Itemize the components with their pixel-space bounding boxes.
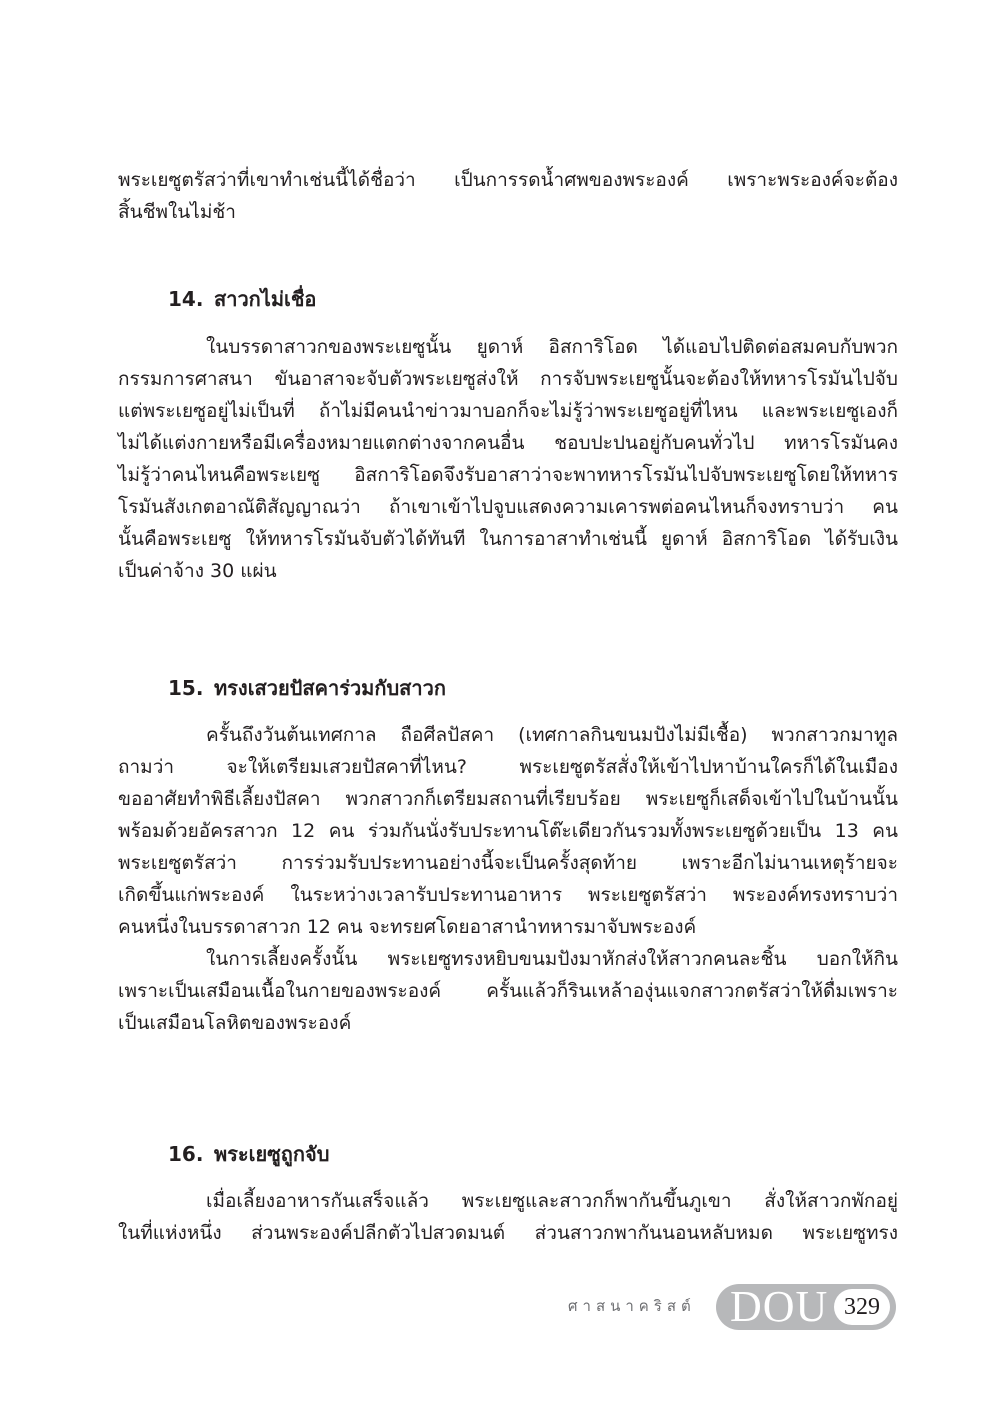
text-line: ครั้นถึงวันต้นเทศกาล ถือศีลปัสคา (เทศกาลกินขนมปังไม่มีเชื้อ) พวกสาวกมาทูล <box>206 724 898 746</box>
text-line: เป็นค่าจ้าง 30 แผ่น <box>118 560 277 582</box>
text-line: ในบรรดาสาวกของพระเยซูนั้น ยูดาห์ อิสการิโอด ได้แอบไปติดต่อสมคบกับพวก <box>206 336 898 358</box>
text-line: ในการเลี้ยงครั้งนั้น พระเยซูทรงหยิบขนมปังมาหักส่งให้สาวกคนละชิ้น บอกให้กิน <box>206 948 898 970</box>
dou-badge <box>716 1284 896 1330</box>
section-number: 15. <box>168 676 204 700</box>
intro-paragraph <box>118 164 898 228</box>
text-line: ขออาศัยทำพิธีเลี้ยงปัสคา พวกสาวกก็เตรียมสถานที่เรียบร้อย พระเยซูก็เสด็จเข้าไปในบ้านนั้น <box>118 788 898 810</box>
section-heading-14 <box>168 283 316 315</box>
section-title: พระเยซูถูกจับ <box>214 1142 330 1166</box>
text-line: ไม่ได้แต่งกายหรือมีเครื่องหมายแตกต่างจากคนอื่น ชอบปะปนอยู่กับคนทั่วไป ทหารโรมันคง <box>118 432 898 454</box>
text-line: นั้นคือพระเยซู ให้ทหารโรมันจับตัวได้ทันที ในการอาสาทำเช่นนี้ ยูดาห์ อิสการิโอด ได้รับเงิน <box>118 528 898 550</box>
page-footer <box>568 1284 900 1330</box>
section-14-body <box>118 331 898 587</box>
section-heading-16 <box>168 1138 329 1170</box>
text-line: สิ้นชีพในไม่ช้า <box>118 201 236 223</box>
text-line: พระเยซูตรัสว่าที่เขาทำเช่นนี้ได้ชื่อว่า เป็นการรดน้ำศพของพระองค์ เพราะพระองค์จะต้อง <box>118 169 898 191</box>
dou-logo-text: DOU <box>730 1282 829 1331</box>
text-line: พระเยซูตรัสว่า การร่วมรับประทานอย่างนี้จะเป็นครั้งสุดท้าย เพราะอีกไม่นานเหตุร้ายจะ <box>118 852 898 874</box>
text-line: โรมันสังเกตอาณัติสัญญาณว่า ถ้าเขาเข้าไปจูบแสดงความเคารพต่อคนไหนก็จงทราบว่า คน <box>118 496 898 518</box>
text-line: เกิดขึ้นแก่พระองค์ ในระหว่างเวลารับประทานอาหาร พระเยซูตรัสว่า พระองค์ทรงทราบว่า <box>118 884 898 906</box>
text-line: ไม่รู้ว่าคนไหนคือพระเยซู อิสการิโอดจึงรับอาสาว่าจะพาทหารโรมันไปจับพระเยซูโดยให้ทหาร <box>118 464 898 486</box>
page-number: 329 <box>834 1289 890 1325</box>
text-line: กรรมการศาสนา ขันอาสาจะจับตัวพระเยซูส่งให้ การจับพระเยซูนั้นจะต้องให้ทหารโรมันไปจับ <box>118 368 898 390</box>
section-title: ทรงเสวยปัสคาร่วมกับสาวก <box>214 676 446 700</box>
section-15-body <box>118 719 898 1039</box>
section-heading-15 <box>168 672 446 704</box>
text-line: เมื่อเลี้ยงอาหารกันเสร็จแล้ว พระเยซูและสาวกก็พากันขึ้นภูเขา สั่งให้สาวกพักอยู่ <box>206 1190 898 1212</box>
text-line: เป็นเสมือนโลหิตของพระองค์ <box>118 1012 352 1034</box>
text-line: แต่พระเยซูอยู่ไม่เป็นที่ ถ้าไม่มีคนนำข่าวมาบอกก็จะไม่รู้ว่าพระเยซูอยู่ที่ไหน และพระเยซูเองก็ <box>118 400 898 422</box>
text-line: เพราะเป็นเสมือนเนื้อในกายของพระองค์ ครั้นแล้วก็รินเหล้าองุ่นแจกสาวกตรัสว่าให้ดื่มเพราะ <box>118 980 898 1002</box>
section-title: สาวกไม่เชื่อ <box>214 287 317 311</box>
section-number: 16. <box>168 1142 204 1166</box>
text-line: คนหนึ่งในบรรดาสาวก 12 คน จะทรยศโดยอาสานำทหารมาจับพระองค์ <box>118 916 697 938</box>
footer-course-label: ศาสนาคริสต์ <box>568 1297 696 1315</box>
text-line: ถามว่า จะให้เตรียมเสวยปัสคาที่ไหน? พระเยซูตรัสสั่งให้เข้าไปหาบ้านใครก็ได้ในเมือง <box>118 756 898 778</box>
section-number: 14. <box>168 287 204 311</box>
section-16-body <box>118 1185 898 1249</box>
text-line: ในที่แห่งหนึ่ง ส่วนพระองค์ปลีกตัวไปสวดมนต์ ส่วนสาวกพากันนอนหลับหมด พระเยซูทรง <box>118 1222 898 1244</box>
text-line: พร้อมด้วยอัครสาวก 12 คน ร่วมกันนั่งรับประทานโต๊ะเดียวกันรวมทั้งพระเยซูด้วยเป็น 13 คน <box>118 820 898 842</box>
